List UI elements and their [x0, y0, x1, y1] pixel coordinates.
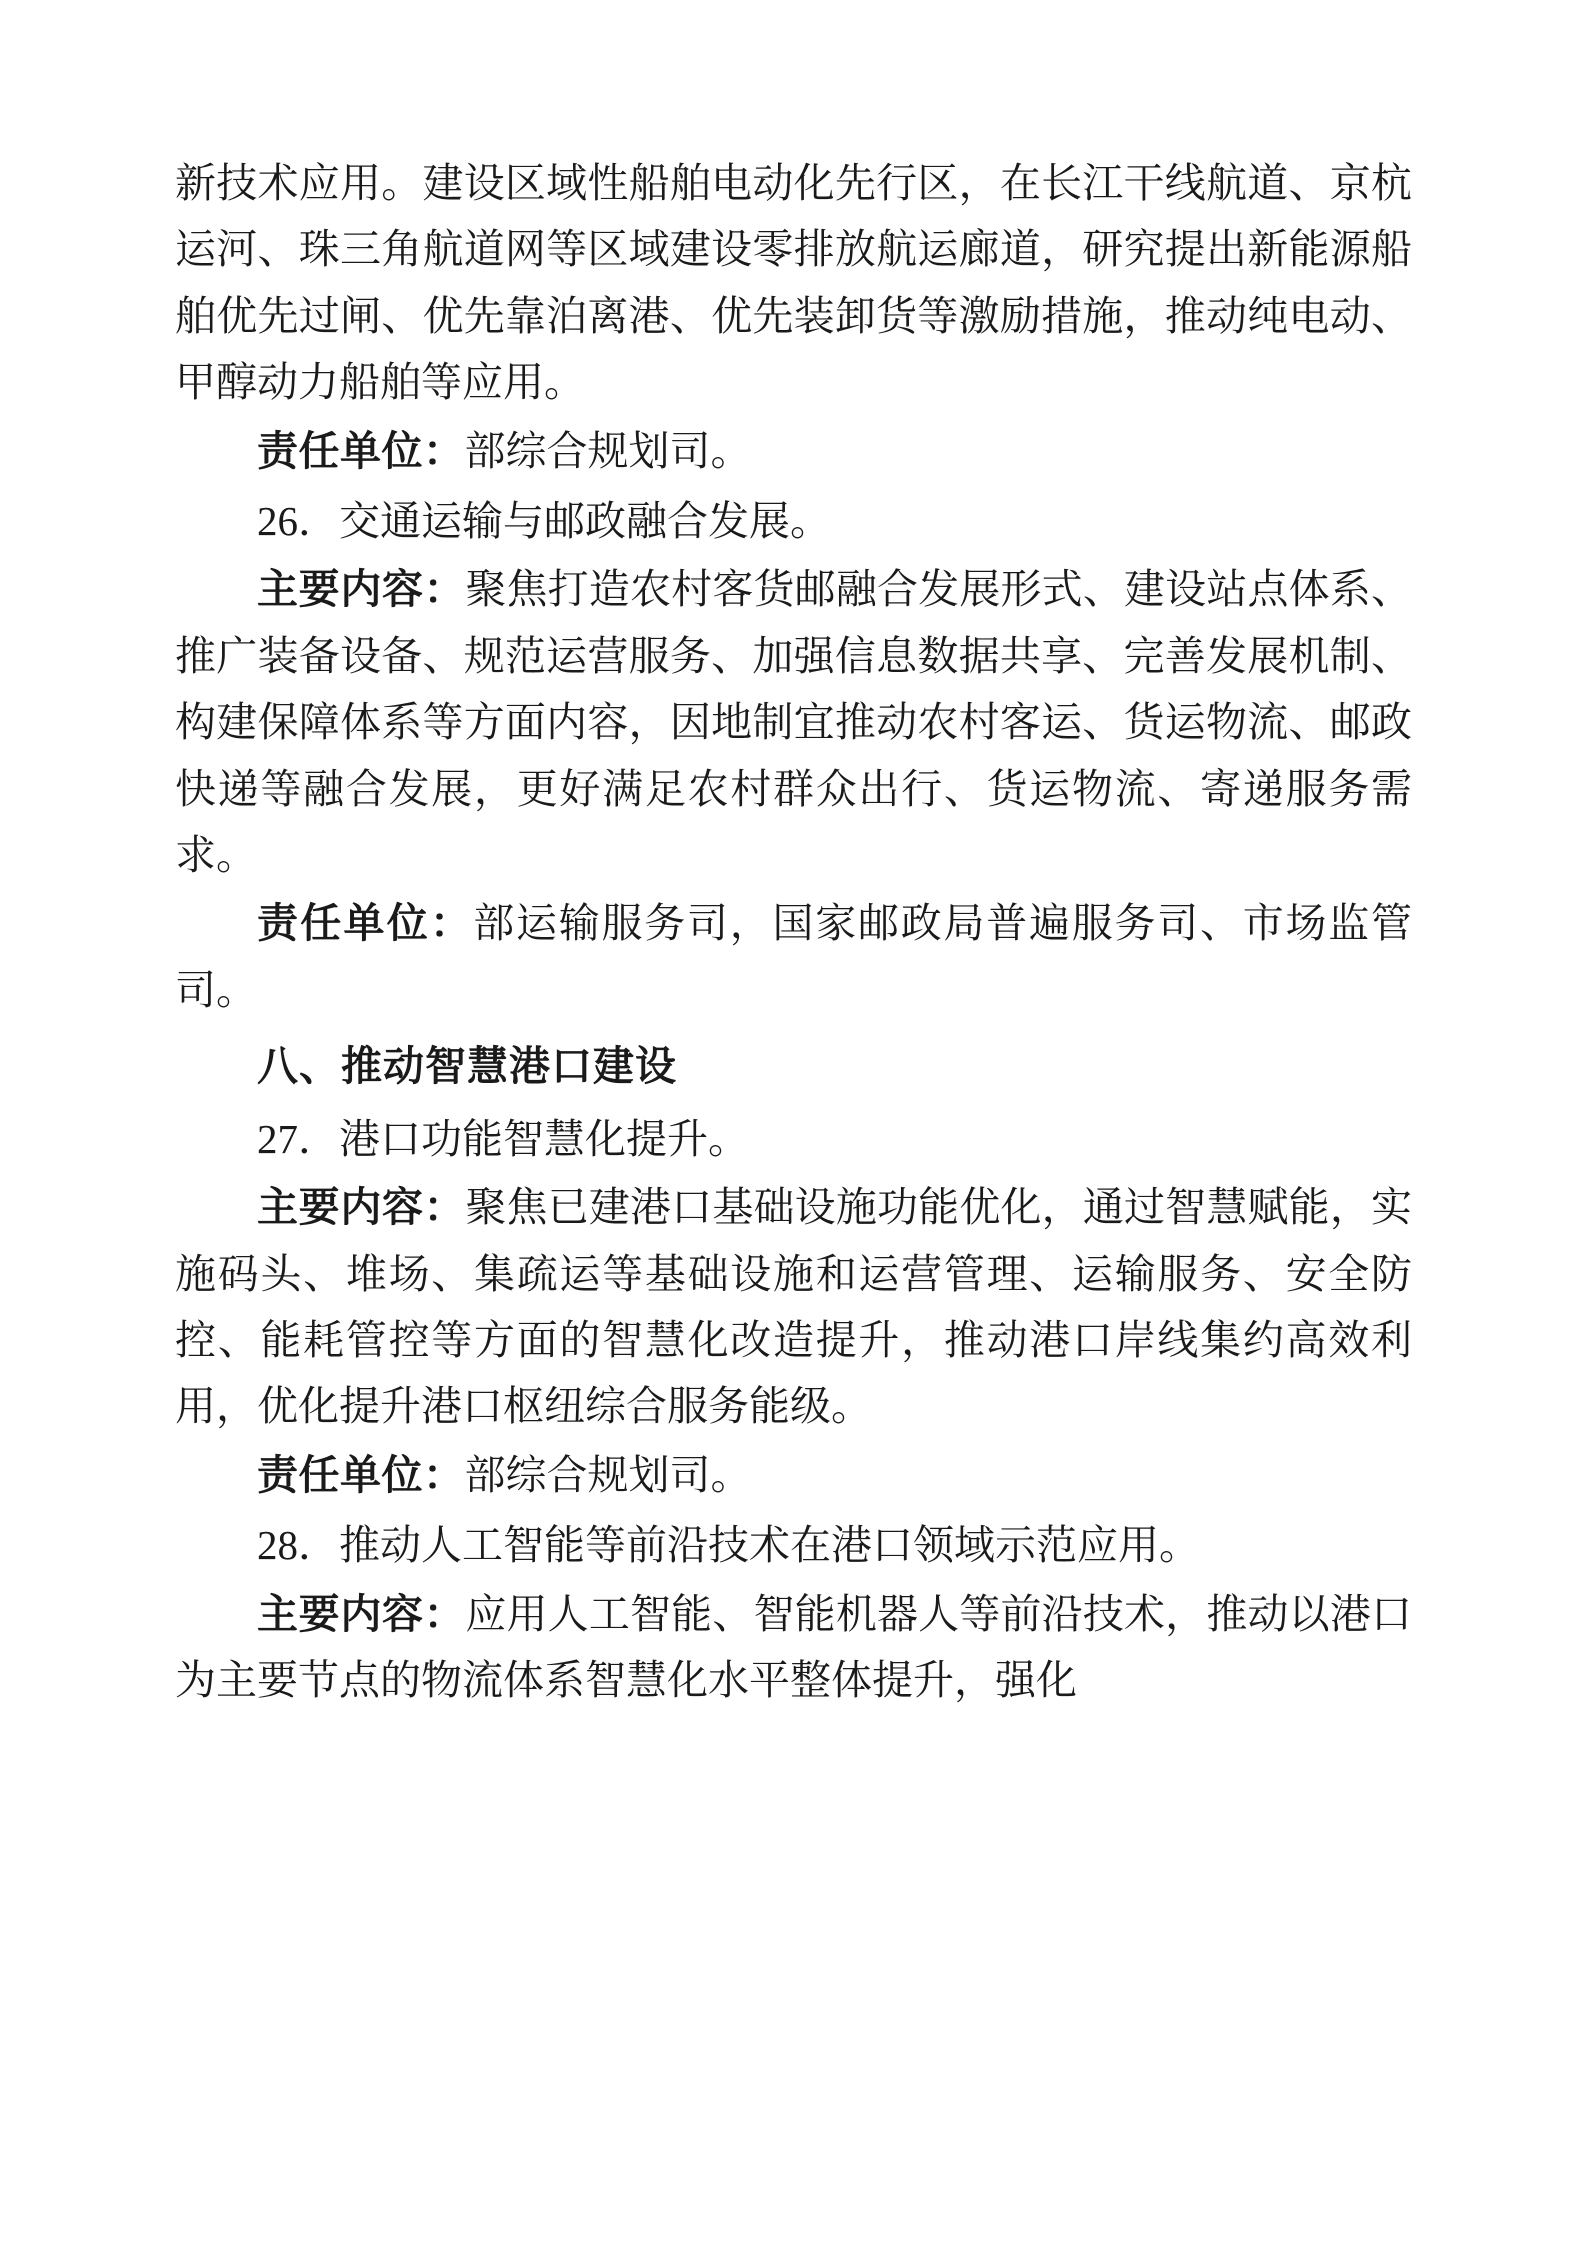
responsible-unit-label: 责任单位：	[257, 427, 465, 474]
responsible-unit-25	[175, 418, 1412, 484]
main-content-label: 主要内容：	[257, 566, 466, 613]
main-content-label: 主要内容：	[257, 1590, 466, 1637]
main-content-28	[175, 1581, 1412, 1714]
responsible-unit-text: 部综合规划司。	[464, 427, 752, 474]
main-content-text: 聚焦打造农村客货邮融合发展形式、建设站点体系、推广装备设备、规范运营服务、加强信息数据共享、完善发展机制、构建保障体系等方面内容，因地制宜推动农村客运、货运物流、邮政快递等融合发展，更好满足农村群众出行、货运物流、寄递服务需求。	[175, 566, 1413, 879]
document-body	[175, 150, 1412, 1713]
main-content-26	[175, 556, 1412, 888]
section-heading-8: 八、推动智慧港口建设	[257, 1043, 677, 1090]
main-content-27	[175, 1174, 1412, 1440]
main-content-text: 应用人工智能、智能机器人等前沿技术，推动以港口为主要节点的物流体系智慧化水平整体提升，强化	[175, 1590, 1413, 1703]
main-content-label: 主要内容：	[257, 1184, 466, 1231]
paragraph-continued-25: 新技术应用。建设区域性船舶电动化先行区，在长江干线航道、京杭运河、珠三角航道网等区域建设零排放航运廊道，研究提出新能源船舶优先过闸、优先靠泊离港、优先装卸货等激励措施，推动纯电动、甲醇动力船舶等应用。	[175, 160, 1412, 406]
responsible-unit-label: 责任单位：	[257, 900, 474, 947]
main-content-text: 聚焦已建港口基础设施功能优化，通过智慧赋能，实施码头、堆场、集疏运等基础设施和运营管理、运输服务、安全防控、能耗管控等方面的智慧化改造提升，推动港口岸线集约高效利用，优化提升港口枢纽综合服务能级。	[175, 1184, 1413, 1430]
item-title-26: 26．交通运输与邮政融合发展。	[257, 498, 831, 545]
item-title-27: 27．港口功能智慧化提升。	[257, 1115, 749, 1162]
responsible-unit-text: 部运输服务司，国家邮政局普遍服务司、市场监管司。	[175, 900, 1412, 1013]
item-title-28: 28．推动人工智能等前沿技术在港口领域示范应用。	[257, 1522, 1200, 1569]
responsible-unit-text: 部综合规划司。	[464, 1451, 752, 1498]
responsible-unit-27	[175, 1442, 1412, 1508]
responsible-unit-26	[175, 890, 1412, 1023]
responsible-unit-label: 责任单位：	[257, 1451, 465, 1498]
